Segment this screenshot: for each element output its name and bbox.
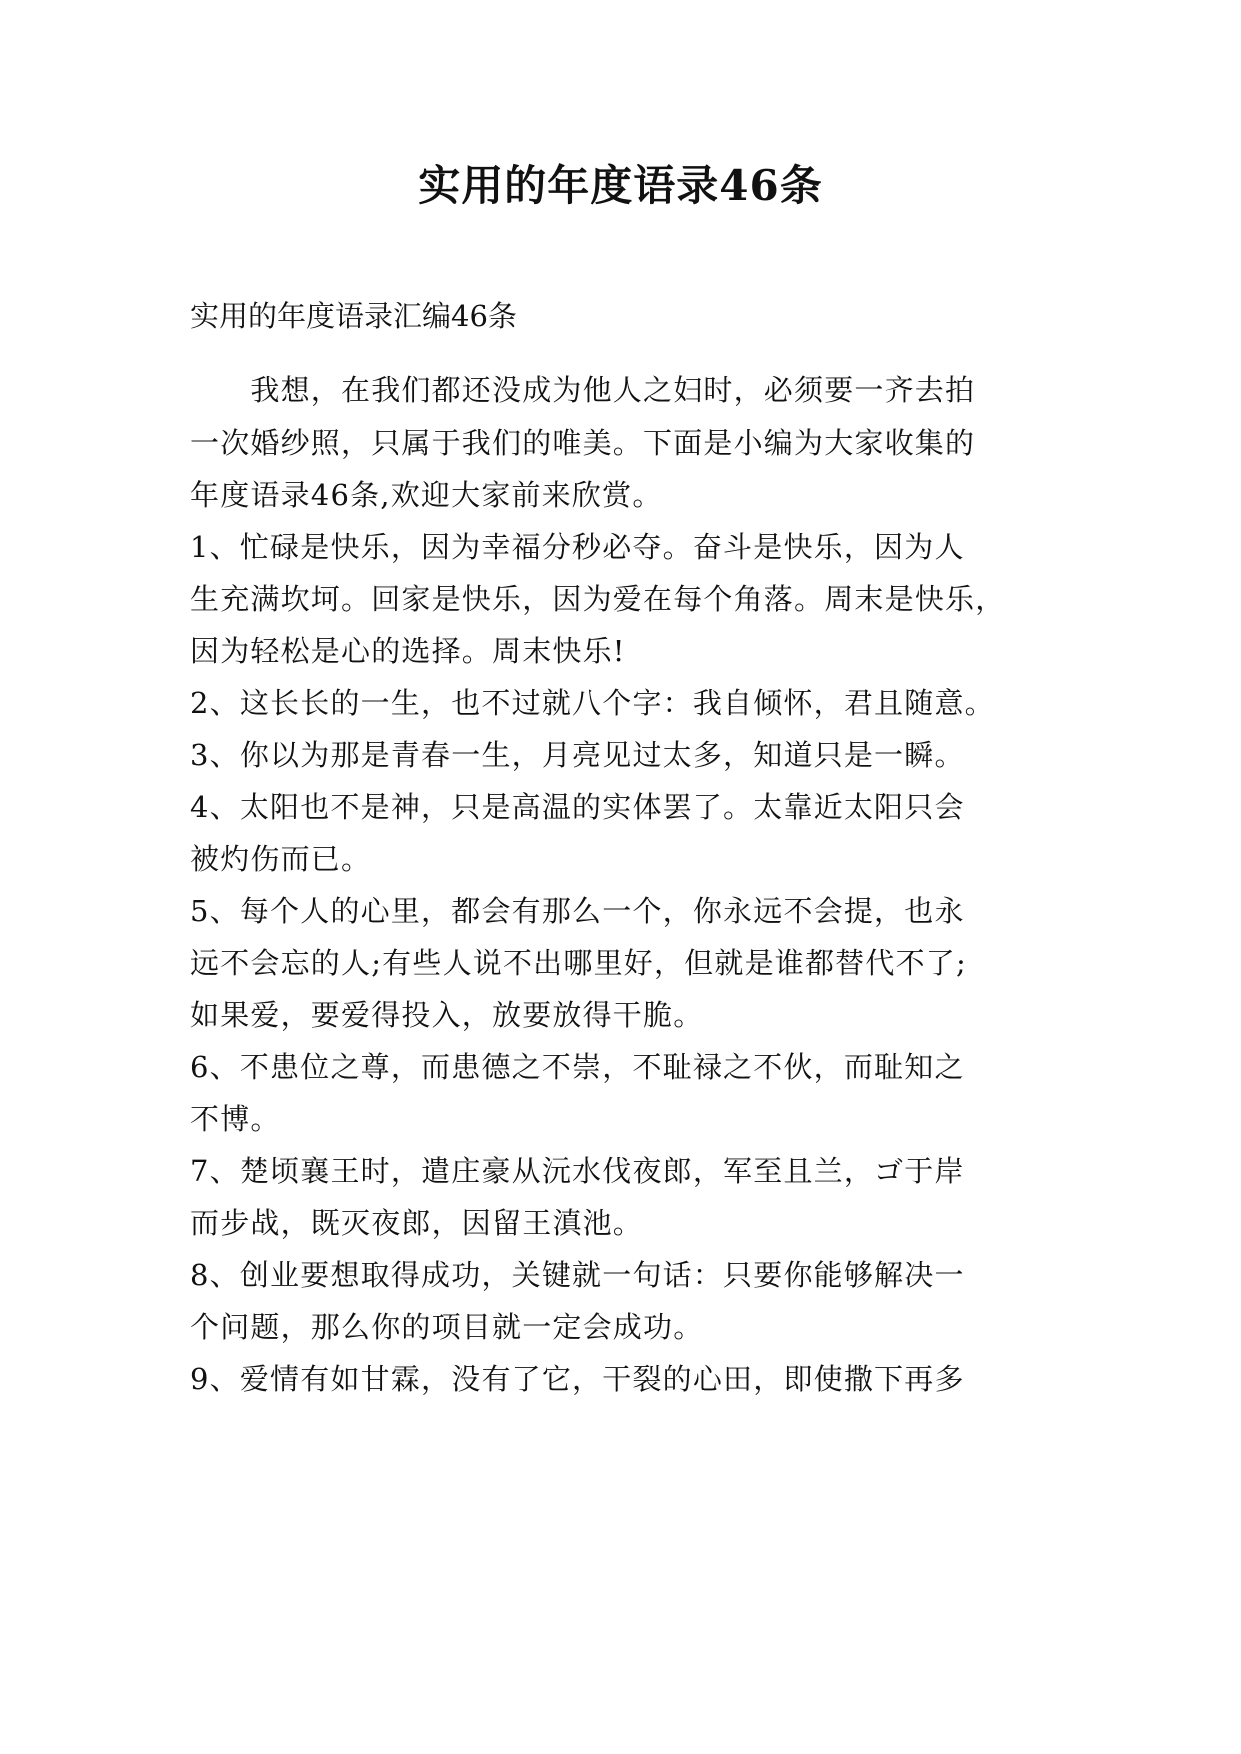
text-line: 因为轻松是心的选择。周末快乐! <box>190 634 626 668</box>
document-subtitle: 实用的年度语录汇编46条 <box>190 299 517 333</box>
text-line: 9、爱情有如甘霖，没有了它，干裂的心田，即使撒下再多 <box>190 1362 965 1396</box>
text-line: 年度语录46条,欢迎大家前来欣赏。 <box>190 478 663 512</box>
text-line: 3、你以为那是青春一生，月亮见过太多，知道只是一瞬。 <box>190 738 965 772</box>
text-line: 1、忙碌是快乐，因为幸福分秒必夺。奋斗是快乐，因为人 <box>190 530 965 564</box>
text-line: 我想，在我们都还没成为他人之妇时，必须要一齐去拍 <box>190 373 976 407</box>
text-line: 7、楚顷襄王时，遣庄豪从沅水伐夜郎，军至且兰，ゴ于岸 <box>190 1154 965 1188</box>
text-line: 个问题，那么你的项目就一定会成功。 <box>190 1310 704 1344</box>
text-line: 远不会忘的人;有些人说不出哪里好，但就是谁都替代不了; <box>190 946 967 980</box>
text-line: 8、创业要想取得成功，关键就一句话：只要你能够解决一 <box>190 1258 965 1292</box>
text-line: 不博。 <box>190 1102 281 1136</box>
text-line: 而步战，既灭夜郎，因留王滇池。 <box>190 1206 644 1240</box>
text-line: 一次婚纱照，只属于我们的唯美。下面是小编为大家收集的 <box>190 426 976 460</box>
text-line: 如果爱，要爱得投入，放要放得干脆。 <box>190 998 704 1032</box>
text-line: 生充满坎坷。回家是快乐，因为爱在每个角落。周末是快乐， <box>190 582 1006 616</box>
document-title: 实用的年度语录46条 <box>418 161 823 210</box>
text-line: 4、太阳也不是神，只是高温的实体罢了。太靠近太阳只会 <box>190 790 965 824</box>
text-line: 6、不患位之尊，而患德之不崇，不耻禄之不伙，而耻知之 <box>190 1050 965 1084</box>
text-line: 5、每个人的心里，都会有那么一个，你永远不会提，也永 <box>190 894 965 928</box>
text-line: 被灼伤而已。 <box>190 842 372 876</box>
text-line: 2、这长长的一生，也不过就八个字：我自倾怀，君且随意。 <box>190 686 995 720</box>
